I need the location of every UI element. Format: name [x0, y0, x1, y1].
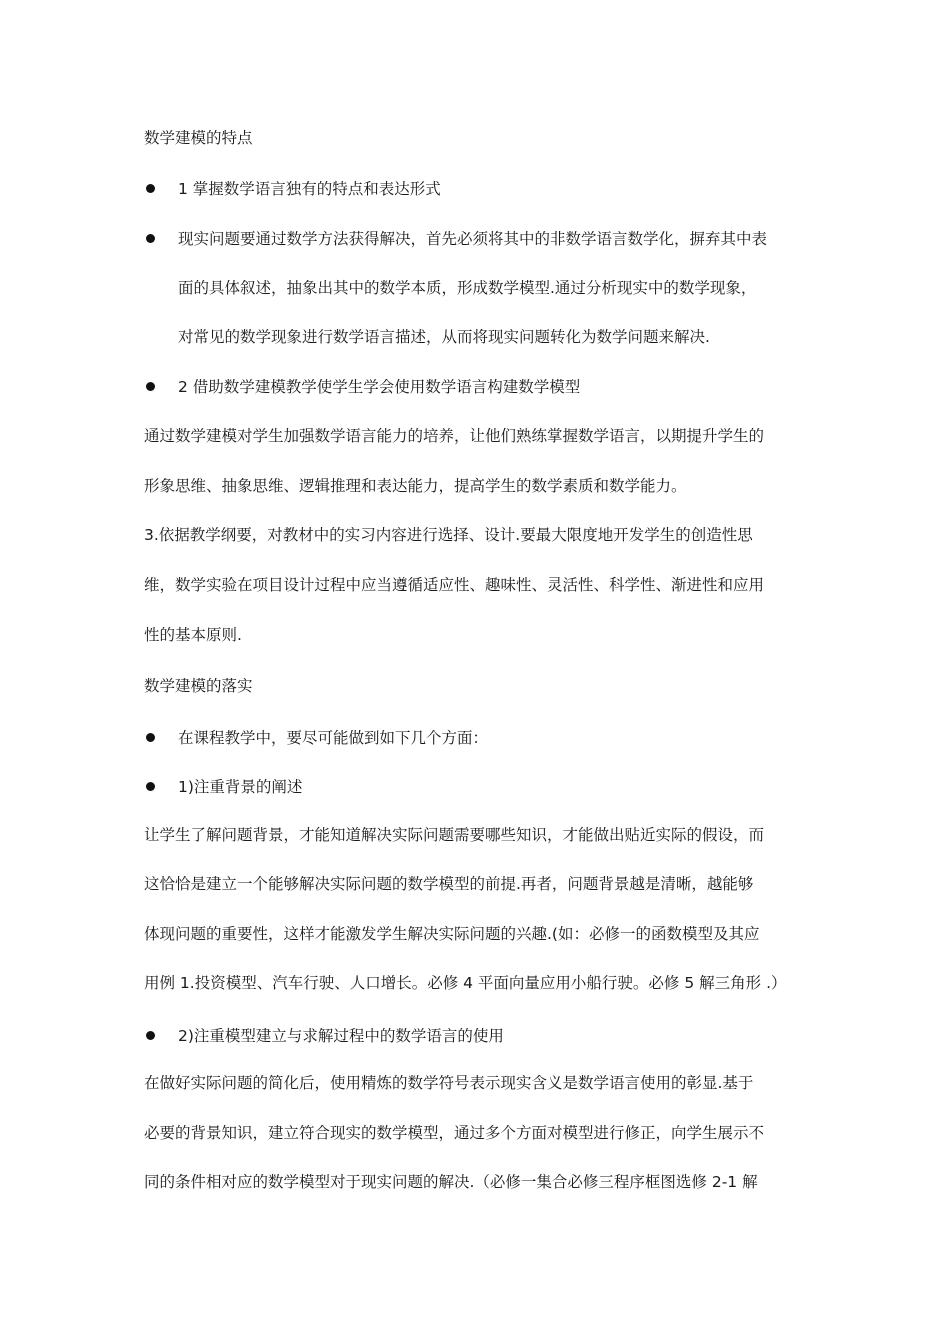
list-item-line: 对常见的数学现象进行数学语言描述，从而将现实问题转化为数学问题来解决.	[178, 328, 710, 346]
paragraph-line: 在做好实际问题的简化后，使用精炼的数学符号表示现实含义是数学语言使用的彰显.基于	[144, 1074, 754, 1092]
paragraph-line: 性的基本原则.	[144, 626, 242, 644]
list-item-line: 现实问题要通过数学方法获得解决，首先必须将其中的非数学语言数学化，摒弃其中表	[178, 230, 768, 248]
list-item: 2 借助数学建模教学使学生学会使用数学语言构建数学模型	[178, 378, 581, 396]
paragraph-line: 形象思维、抽象思维、逻辑推理和表达能力，提高学生的数学素质和数学能力。	[144, 477, 687, 495]
paragraph-line: 通过数学建模对学生加强数学语言能力的培养，让他们熟练掌握数学语言，以期提升学生的	[144, 427, 765, 445]
paragraph-line: 维，数学实验在项目设计过程中应当遵循适应性、趣味性、灵活性、科学性、渐进性和应用	[144, 576, 765, 594]
bullet-icon	[146, 234, 155, 243]
section-heading: 数学建模的落实	[144, 677, 253, 695]
list-item: 在课程教学中，要尽可能做到如下几个方面：	[178, 729, 489, 747]
bullet-icon	[146, 1031, 155, 1040]
paragraph-line: 让学生了解问题背景，才能知道解决实际问题需要哪些知识，才能做出贴近实际的假设，而	[144, 826, 765, 844]
paragraph-line: 必要的背景知识，建立符合现实的数学模型，通过多个方面对模型进行修正，向学生展示不	[144, 1124, 765, 1142]
paragraph-line: 体现问题的重要性，这样才能激发学生解决实际问题的兴趣.(如：必修一的函数模型及其应	[144, 925, 760, 943]
paragraph-line: 这恰恰是建立一个能够解决实际问题的数学模型的前提.再者，问题背景越是清晰，越能够	[144, 875, 754, 893]
list-item: 2)注重模型建立与求解过程中的数学语言的使用	[178, 1027, 504, 1045]
section-heading: 数学建模的特点	[144, 129, 253, 147]
bullet-icon	[146, 782, 155, 791]
bullet-icon	[146, 184, 155, 193]
list-item: 1)注重背景的阐述	[178, 778, 303, 796]
paragraph-line: 用例 1.投资模型、汽车行驶、人口增长。必修 4 平面向量应用小船行驶。必修 5 解三角形 .）	[144, 974, 787, 992]
list-item-line: 面的具体叙述，抽象出其中的数学本质，形成数学模型.通过分析现实中的数学现象，	[178, 279, 757, 297]
paragraph-line: 3.依据教学纲要，对教材中的实习内容进行选择、设计.要最大限度地开发学生的创造性思	[144, 526, 753, 544]
bullet-icon	[146, 733, 155, 742]
paragraph-line: 同的条件相对应的数学模型对于现实问题的解决.（必修一集合必修三程序框图选修 2-1 解	[144, 1173, 758, 1191]
bullet-icon	[146, 382, 155, 391]
list-item: 1 掌握数学语言独有的特点和表达形式	[178, 180, 441, 198]
